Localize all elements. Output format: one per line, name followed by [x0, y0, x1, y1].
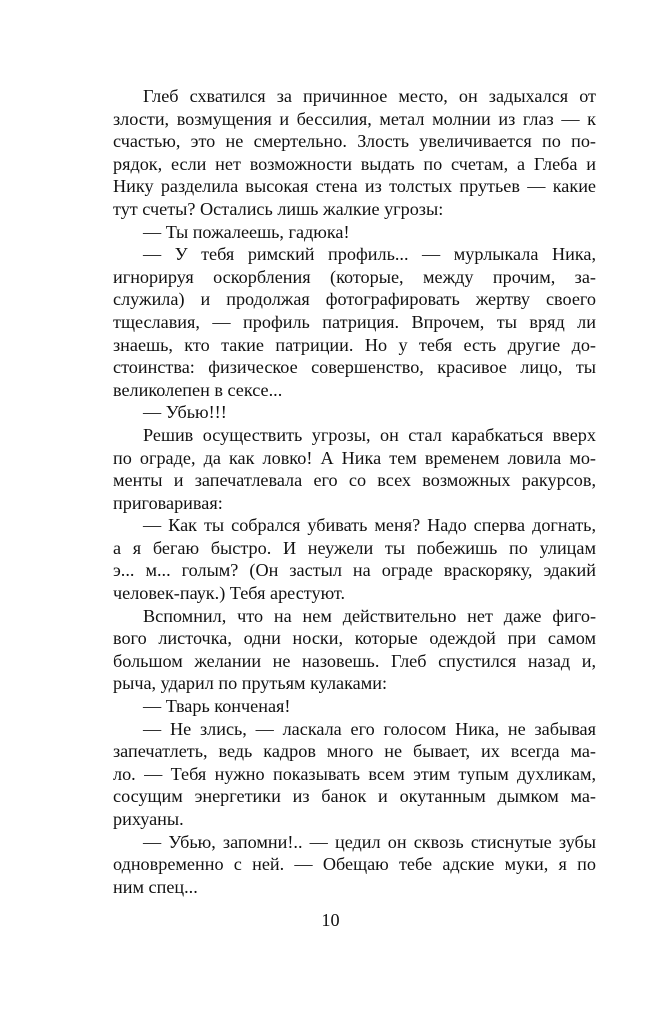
text-line: Нику разделила высокая стена из толстых прутьев — какие	[113, 176, 596, 197]
text-line: — Убью!!!	[143, 402, 227, 423]
text-line: одновременно с ней. — Обещаю тебе адские муки, я по	[113, 854, 596, 875]
text-line: э... м... голым? (Он застыл на ограде враскоряку, эдакий	[113, 560, 596, 581]
text-line: игнорируя оскорбления (которые, между прочим, за-	[113, 266, 596, 287]
text-line: — Ты пожалеешь, гадюка!	[143, 221, 350, 242]
text-line: вого листочка, одни носки, которые одеждой при самом	[113, 628, 596, 649]
text-line: запечатлеть, ведь кадров много не бывает, их всегда ма-	[113, 741, 596, 762]
text-line: — Убью, запомни!.. — цедил он сквозь стиснутые зубы	[143, 831, 596, 852]
page-number: 10	[321, 910, 340, 930]
text-line: знаешь, кто такие патриции. Но у тебя есть другие до-	[113, 334, 596, 355]
text-line: по ограде, да как ловко! А Ника тем временем ловила мо-	[113, 447, 596, 468]
text-line: большом желании не назовешь. Глеб спустился назад и,	[113, 650, 596, 671]
text-line: тут счеты? Остались лишь жалкие угрозы:	[113, 198, 444, 219]
text-line: Глеб схватился за причинное место, он задыхался от	[143, 86, 596, 106]
text-line: — Как ты собрался убивать меня? Надо сперва догнать,	[143, 515, 596, 536]
text-line: счастью, это не смертельно. Злость увеличивается по по-	[113, 131, 596, 152]
body-text	[113, 85, 596, 898]
text-line: рядок, если нет возможности выдать по счетам, а Глеба и	[113, 153, 596, 174]
text-line: сосущим энергетики из банок и окутанным дымком ма-	[113, 786, 596, 807]
text-line: ло. — Тебя нужно показывать всем этим тупым духликам,	[113, 763, 596, 784]
text-line: ним спец...	[113, 876, 198, 897]
text-line: Вспомнил, что на нем действительно нет даже фиго-	[143, 605, 596, 626]
text-line: великолепен в сексе...	[113, 379, 283, 400]
text-line: менты и запечатлевала его со всех возможных ракурсов,	[113, 470, 596, 491]
text-line: — У тебя римский профиль... — мурлыкала Ника,	[143, 244, 596, 265]
text-line: рихуаны.	[113, 809, 184, 829]
text-line: рыча, ударил по прутьям кулаками:	[113, 673, 388, 694]
text-line: приговаривая:	[113, 492, 223, 513]
text-line: служила) и продолжая фотографировать жертву своего	[113, 289, 596, 310]
text-line: человек-паук.) Тебя арестуют.	[113, 583, 346, 604]
text-line: — Не злись, — ласкала его голосом Ника, не забывая	[143, 718, 596, 739]
text-line: тщеславия, — профиль патриция. Впрочем, ты вряд ли	[113, 311, 596, 332]
text-line: Решив осуществить угрозы, он стал карабкаться вверх	[143, 424, 596, 445]
text-line: — Тварь конченая!	[143, 696, 291, 717]
text-line: стоинства: физическое совершенство, красивое лицо, ты	[113, 357, 596, 378]
text-line: а я бегаю быстро. И неужели ты побежишь по улицам	[113, 537, 596, 558]
text-line: злости, возмущения и бессилия, метал молнии из глаз — к	[113, 108, 596, 129]
